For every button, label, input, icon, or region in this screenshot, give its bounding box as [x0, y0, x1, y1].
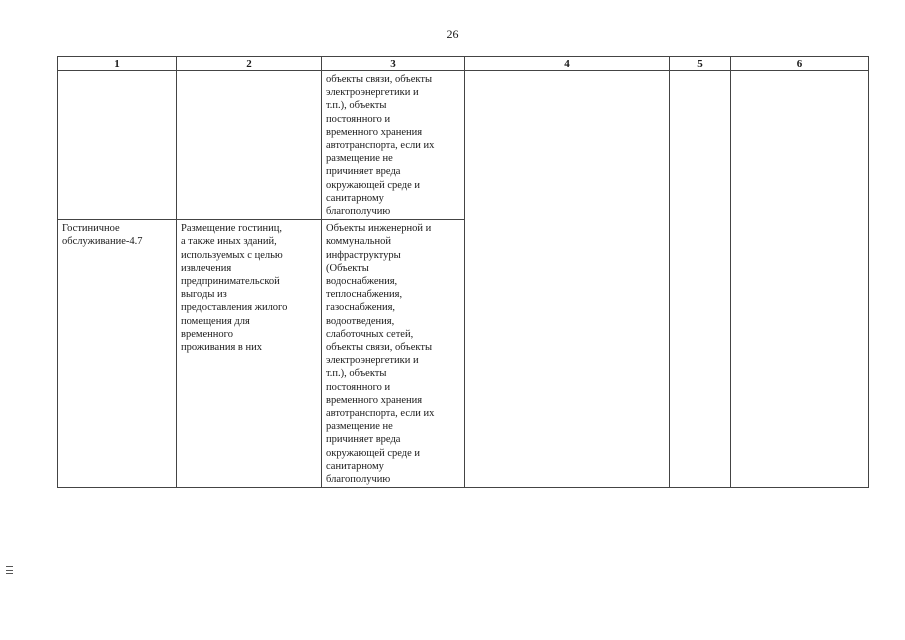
- page-number: 26: [446, 27, 459, 41]
- cell-description: Размещение гостиниц, а также иных зданий, используемых с целью извлечения предпринимательской выгоды из предоставления жилого помещения для временного проживания в них: [177, 220, 322, 488]
- cell-col-4: [465, 220, 670, 488]
- cell-permitted-objects: объекты связи, объекты электроэнергетики и т.п.), объекты постоянного и временного хранения автотранспорта, если их размещение не причиняет вреда окружающей среде и санитарному благополучию: [322, 71, 465, 220]
- cell-col-6: [731, 220, 869, 488]
- cell-use-type: Гостиничное обслуживание-4.7: [58, 220, 177, 488]
- header-col-2: 2: [177, 57, 322, 71]
- cell-col-6: [731, 71, 869, 220]
- header-col-6: 6: [731, 57, 869, 71]
- margin-mark-icon: [6, 566, 13, 574]
- cell-col-4: [465, 71, 670, 220]
- table-row: [58, 71, 869, 220]
- header-col-3: 3: [322, 57, 465, 71]
- header-col-5: 5: [670, 57, 731, 71]
- table-row: [58, 220, 869, 488]
- cell-use-type: [58, 71, 177, 220]
- cell-description: [177, 71, 322, 220]
- header-col-1: 1: [58, 57, 177, 71]
- header-col-4: 4: [465, 57, 670, 71]
- cell-col-5: [670, 220, 731, 488]
- cell-col-5: [670, 71, 731, 220]
- header-row: [58, 57, 869, 71]
- regulations-table: [57, 56, 869, 488]
- cell-permitted-objects: Объекты инженерной и коммунальной инфраструктуры (Объекты водоснабжения, теплоснабжения, газоснабжения, водоотведения, слаботочных сетей, объекты связи, объекты электроэнергетики и т.п.), объекты постоянного и временного хранения автотранспорта, если их размещение не причиняет вреда окружающей среде и санитарному благополучию: [322, 220, 465, 488]
